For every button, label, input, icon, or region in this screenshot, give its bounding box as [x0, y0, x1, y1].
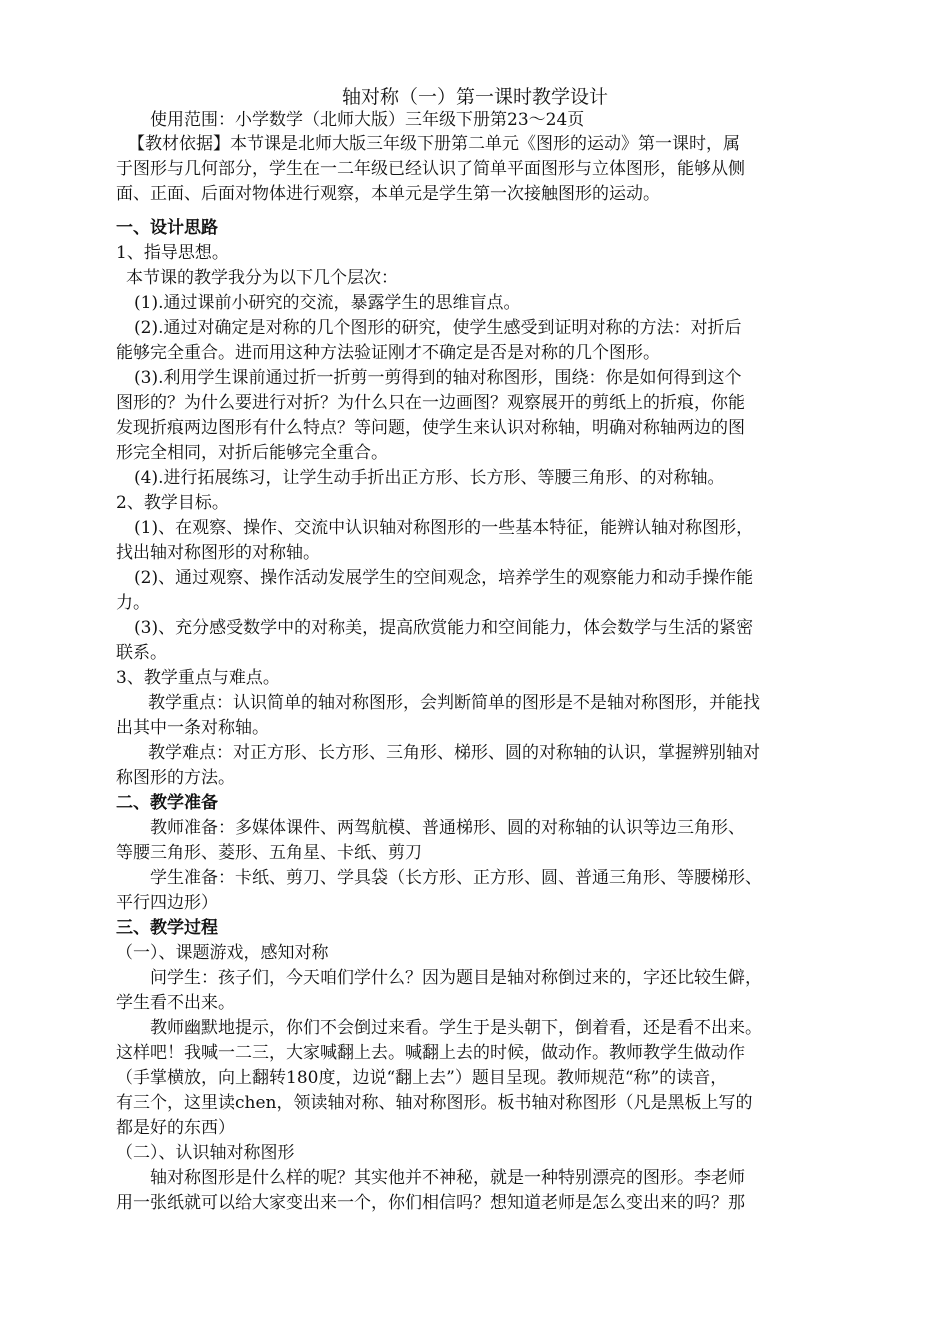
student-preparation: 学生准备：卡纸、剪刀、学具袋（长方形、正方形、圆、普通三角形、等腰梯形、	[150, 868, 762, 888]
goal-1: (1)、在观察、操作、交流中认识轴对称图形的一些基本特征，能辨认轴对称图形，	[134, 518, 754, 538]
section-heading-design: 一、设计思路	[116, 218, 218, 238]
process-paragraph: 轴对称图形是什么样的呢？其实他并不神秘，就是一种特别漂亮的图形。李老师	[150, 1168, 745, 1188]
paragraph-level-3: 形完全相同，对折后能够完全重合。	[116, 443, 388, 463]
paragraph-level-2: (2).通过对确定是对称的几个图形的研究，使学生感受到证明对称的方法：对折后	[134, 318, 742, 338]
section-heading-preparation: 二、教学准备	[116, 793, 218, 813]
basis-line: 面、正面、后面对物体进行观察，本单元是学生第一次接触图形的运动。	[116, 184, 660, 204]
paragraph-level-2: 能够完全重合。进而用这种方法验证刚才不确定是否是对称的几个图形。	[116, 343, 660, 363]
subheading-key-points: 3、教学重点与难点。	[116, 668, 280, 688]
paragraph-level-3: (3).利用学生课前通过折一折剪一剪得到的轴对称图形，围绕：你是如何得到这个	[134, 368, 742, 388]
usage-scope: 使用范围：小学数学（北师大版）三年级下册第23～24页	[150, 110, 585, 130]
goal-3: (3)、充分感受数学中的对称美，提高欣赏能力和空间能力，体会数学与生活的紧密	[134, 618, 754, 638]
subheading-goals: 2、教学目标。	[116, 493, 229, 513]
paragraph-level-4: (4).进行拓展练习，让学生动手折出正方形、长方形、等腰三角形、的对称轴。	[134, 468, 725, 488]
goal-3: 联系。	[116, 643, 167, 663]
process-paragraph: 都是好的东西）	[116, 1118, 235, 1138]
section-heading-process: 三、教学过程	[116, 918, 218, 938]
difficult-point: 称图形的方法。	[116, 768, 235, 788]
process-paragraph: 有三个，这里读chen，领读轴对称、轴对称图形。板书轴对称图形（凡是黑板上写的	[116, 1093, 753, 1113]
paragraph-level-1: (1).通过课前小研究的交流，暴露学生的思维盲点。	[134, 293, 521, 313]
goal-2: (2)、通过观察、操作活动发展学生的空间观念，培养学生的观察能力和动手操作能	[134, 568, 754, 588]
process-paragraph: 问学生：孩子们，今天咱们学什么？因为题目是轴对称倒过来的，字还比较生僻，	[150, 968, 762, 988]
paragraph-intro: 本节课的教学我分为以下几个层次：	[126, 268, 398, 288]
paragraph-level-3: 图形的？为什么要进行对折？为什么只在一边画图？观察展开的剪纸上的折痕，你能	[116, 393, 745, 413]
process-part-heading: （二）、认识轴对称图形	[116, 1143, 295, 1163]
process-paragraph: 教师幽默地提示，你们不会倒过来看。学生于是头朝下，倒着看，还是看不出来。	[150, 1018, 762, 1038]
key-point: 出其中一条对称轴。	[116, 718, 269, 738]
process-paragraph: 学生看不出来。	[116, 993, 235, 1013]
goal-1: 找出轴对称图形的对称轴。	[116, 543, 320, 563]
goal-2: 力。	[116, 593, 150, 613]
process-paragraph: 用一张纸就可以给大家变出来一个，你们相信吗？想知道老师是怎么变出来的吗？那	[116, 1193, 745, 1213]
basis-line: 于图形与几何部分，学生在一二年级已经认识了简单平面图形与立体图形，能够从侧	[116, 159, 745, 179]
process-paragraph: 这样吧！我喊一二三，大家喊翻上去。喊翻上去的时候，做动作。教师教学生做动作	[116, 1043, 745, 1063]
subheading-guiding: 1、指导思想。	[116, 243, 229, 263]
student-preparation: 平行四边形）	[116, 893, 218, 913]
document-title: 轴对称（一）第一课时教学设计	[341, 86, 608, 108]
key-point: 教学重点：认识简单的轴对称图形，会判断简单的图形是不是轴对称图形，并能找	[148, 693, 760, 713]
process-part-heading: （一）、课题游戏，感知对称	[116, 943, 329, 963]
basis-line: 【教材依据】本节课是北师大版三年级下册第二单元《图形的运动》第一课时，属	[128, 134, 740, 154]
paragraph-level-3: 发现折痕两边图形有什么特点？等问题，使学生来认识对称轴，明确对称轴两边的图	[116, 418, 745, 438]
teacher-preparation: 等腰三角形、菱形、五角星、卡纸、剪刀	[116, 843, 422, 863]
process-paragraph: （手掌横放，向上翻转180度，边说“翻上去”）题目呈现。教师规范“称”的读音，	[116, 1068, 728, 1088]
teacher-preparation: 教师准备：多媒体课件、两驾航模、普通梯形、圆的对称轴的认识等边三角形、	[150, 818, 745, 838]
difficult-point: 教学难点：对正方形、长方形、三角形、梯形、圆的对称轴的认识，掌握辨别轴对	[148, 743, 760, 763]
